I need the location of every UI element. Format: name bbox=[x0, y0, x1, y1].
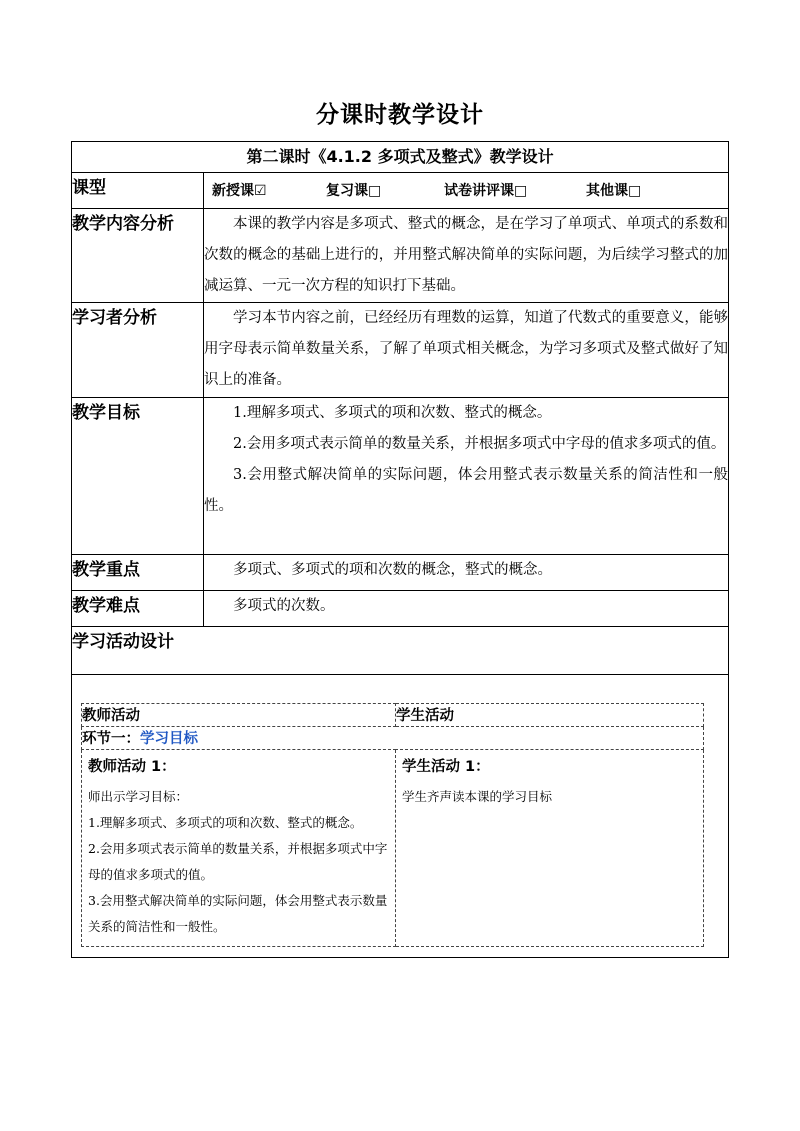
key-points-text: 多项式、多项式的项和次数的概念，整式的概念。 bbox=[233, 562, 552, 578]
activity-table bbox=[81, 703, 704, 947]
option-other-lesson: 其他课□ bbox=[586, 183, 642, 199]
course-type-label: 课型 bbox=[72, 173, 204, 209]
option-review-lesson: 复习课□ bbox=[326, 183, 382, 199]
activity-design-label: 学习活动设计 bbox=[72, 627, 729, 675]
key-points-cell bbox=[204, 555, 729, 591]
lesson-design-table bbox=[71, 141, 729, 958]
learner-analysis-text: 学习本节内容之前，已经经历有理数的运算，知道了代数式的重要意义，能够用字母表示简单数量关系，了解了单项式相关概念，为学习多项式及整式做好了知识上的准备。 bbox=[204, 310, 729, 388]
student-activity-title: 学生活动 1： bbox=[402, 759, 490, 775]
section-heading bbox=[82, 727, 704, 750]
student-activity-header: 学生活动 bbox=[396, 704, 704, 727]
content-analysis-label: 教学内容分析 bbox=[72, 209, 204, 303]
objective-item: 1.理解多项式、多项式的项和次数、整式的概念。 bbox=[233, 405, 552, 421]
lesson-subtitle: 第二课时《4.1.2 多项式及整式》教学设计 bbox=[72, 142, 729, 173]
content-analysis-text: 本课的教学内容是多项式、整式的概念，是在学习了单项式、单项式的系数和次数的概念的基础上进行的，并用整式解决简单的实际问题，为后续学习整式的加减运算、一元一次方程的知识打下基础。 bbox=[204, 216, 729, 294]
teacher-activity-cell bbox=[82, 750, 396, 947]
teacher-activity-header: 教师活动 bbox=[82, 704, 396, 727]
learner-analysis-cell bbox=[204, 303, 729, 398]
section-name: 学习目标 bbox=[140, 731, 198, 747]
difficulties-label: 教学难点 bbox=[72, 591, 204, 627]
option-test-review-lesson: 试卷讲评课□ bbox=[444, 183, 528, 199]
key-points-label: 教学重点 bbox=[72, 555, 204, 591]
difficulties-cell bbox=[204, 591, 729, 627]
section-prefix: 环节一： bbox=[82, 731, 140, 747]
objectives-cell bbox=[204, 398, 729, 555]
course-type-options bbox=[204, 173, 729, 209]
document-title: 分课时教学设计 bbox=[316, 102, 484, 128]
learner-analysis-label: 学习者分析 bbox=[72, 303, 204, 398]
teacher-activity-line: 3.会用整式解决简单的实际问题，体会用整式表示数量关系的简洁性和一般性。 bbox=[88, 893, 388, 934]
teacher-activity-line: 师出示学习目标： bbox=[88, 789, 189, 804]
content-analysis-cell bbox=[204, 209, 729, 303]
objectives-label: 教学目标 bbox=[72, 398, 204, 555]
teacher-activity-title: 教师活动 1： bbox=[88, 759, 176, 775]
activity-design-cell bbox=[72, 675, 729, 958]
objective-item: 3.会用整式解决简单的实际问题，体会用整式表示数量关系的简洁性和一般性。 bbox=[204, 467, 729, 514]
teacher-activity-line: 2.会用多项式表示简单的数量关系，并根据多项式中字母的值求多项式的值。 bbox=[88, 841, 388, 882]
option-new-lesson: 新授课☑ bbox=[212, 183, 267, 199]
student-activity-line: 学生齐声读本课的学习目标 bbox=[402, 789, 553, 804]
teacher-activity-line: 1.理解多项式、多项式的项和次数、整式的概念。 bbox=[88, 815, 363, 830]
difficulties-text: 多项式的次数。 bbox=[233, 598, 335, 614]
student-activity-cell bbox=[396, 750, 704, 947]
objective-item: 2.会用多项式表示简单的数量关系，并根据多项式中字母的值求多项式的值。 bbox=[233, 436, 726, 452]
